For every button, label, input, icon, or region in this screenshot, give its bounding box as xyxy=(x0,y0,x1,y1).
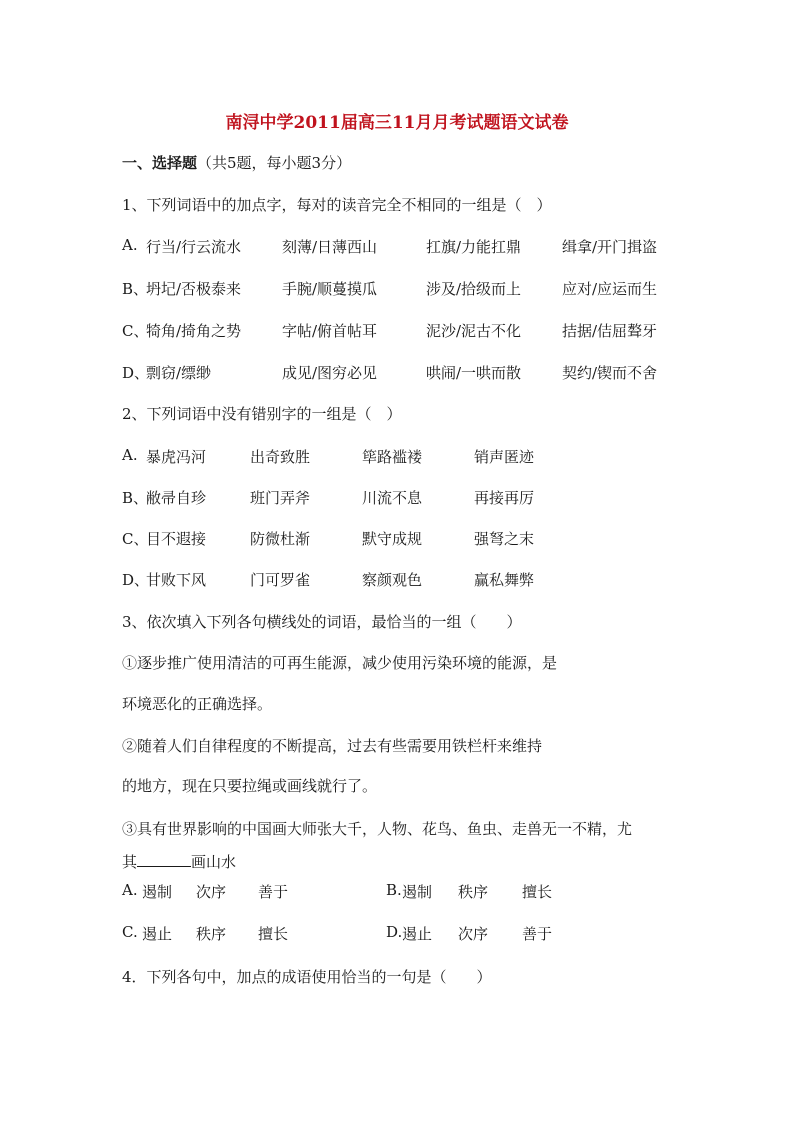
option-item: 涉及/拾级而上 xyxy=(426,280,522,298)
option-item: 暴虎冯河 xyxy=(146,448,207,466)
option-item: 销声匿迹 xyxy=(474,448,535,466)
option-item: 强弩之末 xyxy=(474,530,535,548)
option-item: 拮据/佶屈聱牙 xyxy=(562,322,658,340)
q3-sentence-2: ②随着人们自律程度的不断提高，过去有些需要用铁栏杆来维持 xyxy=(122,737,543,755)
option-item: 契约/锲而不舍 xyxy=(562,364,658,382)
option-item: 班门弄斧 xyxy=(250,489,311,507)
option-item: 筚路褴褛 xyxy=(362,448,423,466)
option-item: 再接再厉 xyxy=(474,489,535,507)
option-item: 遏止 xyxy=(402,925,433,943)
option-item: 扛旗/力能扛鼎 xyxy=(426,238,522,256)
option-label: A. xyxy=(122,446,138,464)
option-label: B、 xyxy=(122,489,149,507)
sentence-text: 画山水 xyxy=(191,853,237,871)
option-item: 缉拿/开门揖盗 xyxy=(562,238,658,256)
option-item: 遏制 xyxy=(142,883,173,901)
q1-stem: 1、下列词语中的加点字，每对的读音完全不相同的一组是（ ） xyxy=(122,196,552,214)
option-label: C、 xyxy=(122,322,149,340)
option-item: 遏制 xyxy=(402,883,433,901)
option-item: 川流不息 xyxy=(362,489,423,507)
q3-sentence-3: ③具有世界影响的中国画大师张大千，人物、花鸟、鱼虫、走兽无一不精，尤 xyxy=(122,820,633,838)
option-item: 善于 xyxy=(522,925,553,943)
sentence-text: 其 xyxy=(122,853,138,871)
option-item: 遏止 xyxy=(142,925,173,943)
option-label: D、 xyxy=(122,571,150,589)
q3-sentence-2-cont: 的地方，现在只要拉绳或画线就行了。 xyxy=(122,777,378,795)
option-item: 门可罗雀 xyxy=(250,571,311,589)
option-item: 泥沙/泥古不化 xyxy=(426,322,522,340)
option-item: 刻薄/日薄西山 xyxy=(282,238,378,256)
option-item: 防微杜渐 xyxy=(250,530,311,548)
option-item: 犄角/掎角之势 xyxy=(146,322,242,340)
option-item: 擅长 xyxy=(522,883,553,901)
q3-stem: 3、依次填入下列各句横线处的词语，最恰当的一组（ ） xyxy=(122,613,522,631)
fill-blank xyxy=(137,852,191,867)
option-item: 剽窃/缥缈 xyxy=(146,364,212,382)
option-item: 坍圮/否极泰来 xyxy=(146,280,242,298)
option-label: A. xyxy=(122,236,138,254)
option-item: 手腕/顺蔓摸瓜 xyxy=(282,280,378,298)
option-item: 行当/行云流水 xyxy=(146,238,242,256)
option-item: 赢私舞弊 xyxy=(474,571,535,589)
option-label: D、 xyxy=(122,364,150,382)
option-label: C. xyxy=(122,923,138,941)
option-item: 目不遐接 xyxy=(146,530,207,548)
option-label: C、 xyxy=(122,530,149,548)
option-item: 次序 xyxy=(458,925,489,943)
option-label: B、 xyxy=(122,280,149,298)
option-label: B. xyxy=(386,881,402,899)
q2-stem: 2、下列词语中没有错别字的一组是（ ） xyxy=(122,405,402,423)
option-label: D. xyxy=(386,923,403,941)
option-item: 擅长 xyxy=(258,925,289,943)
section-label: 一、选择题 xyxy=(122,154,198,172)
exam-title: 南浔中学2011届高三11月月考试题语文试卷 xyxy=(225,113,569,133)
q4-stem: 4．下列各句中，加点的成语使用恰当的一句是（ ） xyxy=(122,968,492,986)
option-item: 察颜观色 xyxy=(362,571,423,589)
option-item: 甘败下风 xyxy=(146,571,207,589)
option-item: 次序 xyxy=(196,883,227,901)
option-item: 出奇致胜 xyxy=(250,448,311,466)
q3-sentence-1: ①逐步推广使用清洁的可再生能源，减少使用污染环境的能源，是 xyxy=(122,654,558,672)
option-item: 成见/图穷必见 xyxy=(282,364,378,382)
option-item: 善于 xyxy=(258,883,289,901)
option-item: 哄闹/一哄而散 xyxy=(426,364,522,382)
q3-sentence-1-cont: 环境恶化的正确选择。 xyxy=(122,695,273,713)
option-item: 秩序 xyxy=(458,883,489,901)
option-item: 应对/应运而生 xyxy=(562,280,658,298)
section-heading xyxy=(122,152,351,173)
option-item: 秩序 xyxy=(196,925,227,943)
option-item: 敝帚自珍 xyxy=(146,489,207,507)
q3-sentence-3-cont xyxy=(122,851,236,872)
option-label: A. xyxy=(122,881,138,899)
option-item: 字帖/俯首帖耳 xyxy=(282,322,378,340)
option-item: 默守成规 xyxy=(362,530,423,548)
section-note: （共5题，每小题3分） xyxy=(197,154,352,172)
